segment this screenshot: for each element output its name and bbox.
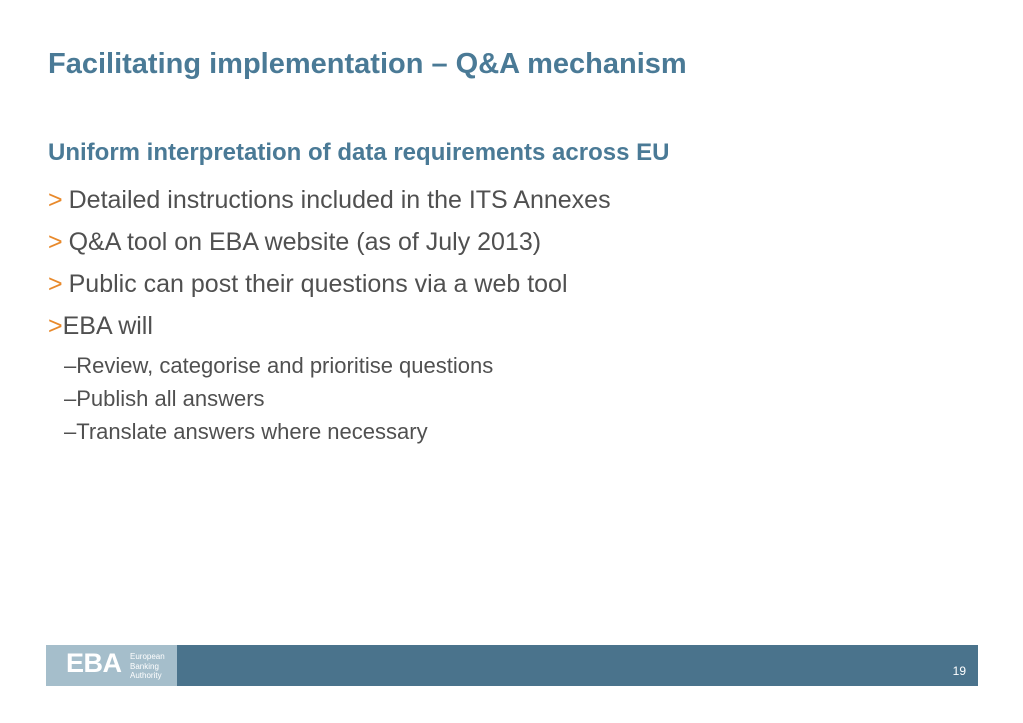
bullet-list	[48, 183, 948, 450]
bullet-marker: >	[48, 186, 63, 214]
footer-bar	[46, 645, 978, 686]
bullet-text: EBA will	[62, 312, 153, 340]
bullet-marker: >	[48, 228, 63, 256]
bullet-marker: >	[48, 312, 63, 340]
bullet-item	[48, 225, 948, 267]
bullet-item	[48, 267, 948, 309]
bullet-item	[48, 309, 948, 351]
logo-mark: EBA	[66, 648, 122, 678]
sub-bullet-item: –Translate answers where necessary	[64, 419, 428, 444]
bullet-text: Detailed instructions included in the ITS Annexes	[68, 186, 611, 214]
logo-text	[130, 652, 165, 681]
sub-bullet-item: –Review, categorise and prioritise questions	[64, 353, 494, 378]
sub-bullet-item: –Publish all answers	[64, 386, 265, 411]
eba-logo	[46, 645, 177, 686]
slide-subtitle: Uniform interpretation of data requirements across EU	[48, 139, 670, 166]
logo-line: European	[130, 652, 165, 661]
bullet-text: Public can post their questions via a web tool	[68, 270, 568, 298]
logo-line: Banking	[130, 661, 159, 671]
bullet-marker: >	[48, 270, 63, 298]
slide-title: Facilitating implementation – Q&A mechanism	[48, 48, 687, 80]
logo-line: Authority	[130, 671, 162, 680]
bullet-item	[48, 183, 948, 225]
page-number: 19	[952, 664, 966, 678]
bullet-text: Q&A tool on EBA website (as of July 2013)	[68, 228, 542, 256]
